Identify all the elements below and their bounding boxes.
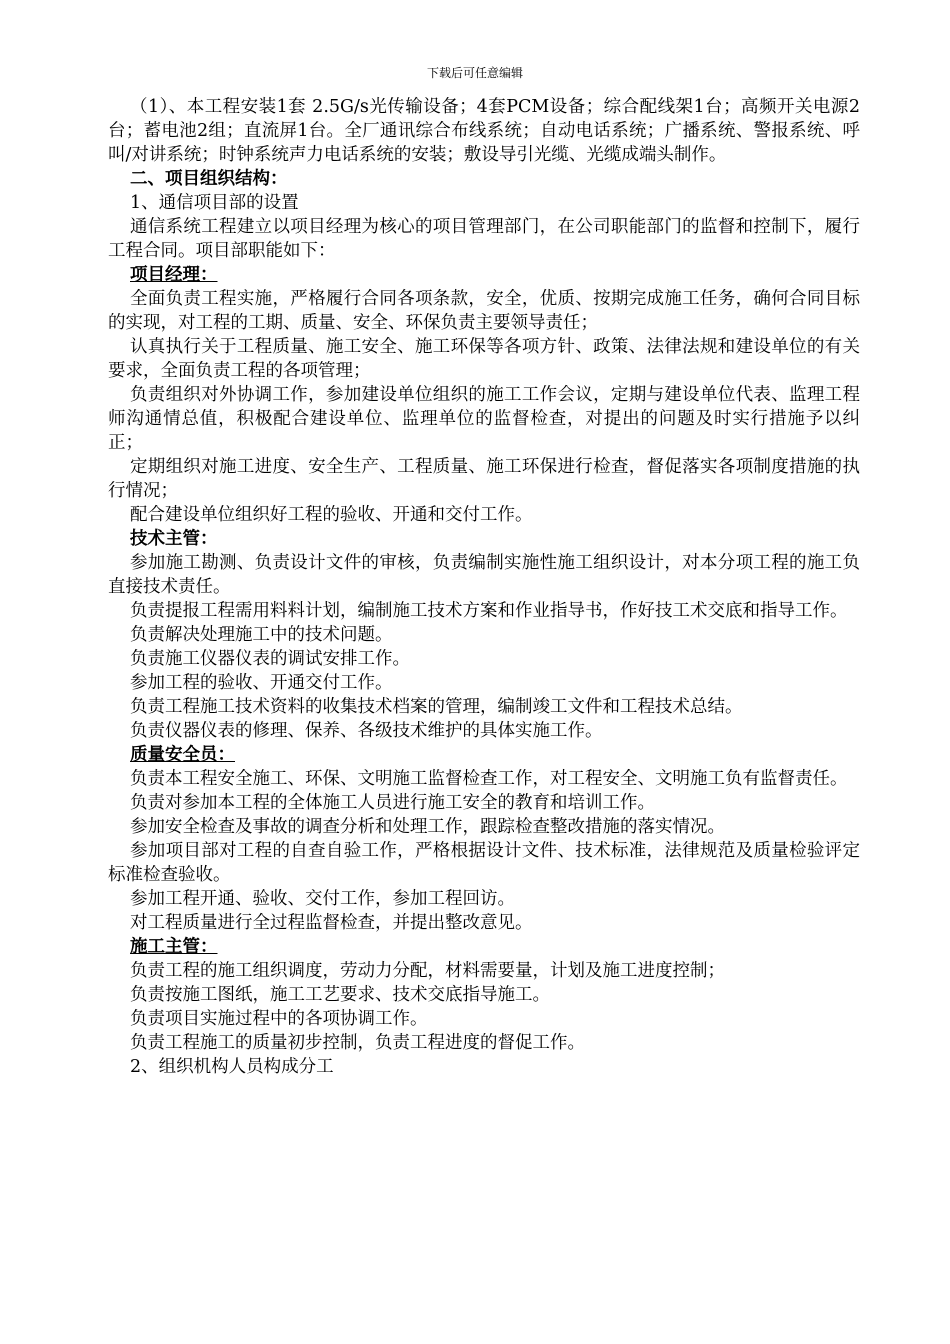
role-heading-technical-supervisor: 技术主管： xyxy=(130,529,218,549)
paragraph: 参加项目部对工程的自查自验工作，严格根据设计文件、技术标准，法律规范及质量检验评定标准检查验收。 xyxy=(108,841,860,885)
paragraph: 配合建设单位组织好工程的验收、开通和交付工作。 xyxy=(130,505,533,525)
paragraph: 负责工程施工技术资料的收集技术档案的管理，编制竣工文件和工程技术总结。 xyxy=(130,697,743,717)
page-header: 下载后可任意编辑 xyxy=(426,66,523,80)
paragraph: 参加施工勘测、负责设计文件的审核，负责编制实施性施工组织设计，对本分项工程的施工负直接技术责任。 xyxy=(108,553,860,597)
paragraph: 负责仪器仪表的修理、保养、各级技术维护的具体实施工作。 xyxy=(130,721,603,741)
paragraph: 参加安全检查及事故的调查分析和处理工作，跟踪检查整改措施的落实情况。 xyxy=(130,817,725,837)
paragraph: 负责按施工图纸，施工工艺要求、技术交底指导施工。 xyxy=(130,985,550,1005)
document-body xyxy=(108,95,860,1079)
paragraph: 参加工程开通、验收、交付工作，参加工程回访。 xyxy=(130,889,515,909)
paragraph: 负责组织对外协调工作，参加建设单位组织的施工工作会议，定期与建设单位代表、监理工程师沟通情总值，积极配合建设单位、监理单位的监督检查，对提出的问题及时实行措施予以纠正； xyxy=(108,385,860,453)
paragraph: 全面负责工程实施，严格履行合同各项条款，安全，优质、按期完成施工任务，确何合同目标的实现，对工程的工期、质量、安全、环保负责主要领导责任； xyxy=(108,289,860,333)
paragraph: 认真执行关于工程质量、施工安全、施工环保等各项方针、政策、法律法规和建设单位的有关要求，全面负责工程的各项管理； xyxy=(108,337,860,381)
role-heading-quality-safety: 质量安全员： xyxy=(130,745,235,765)
paragraph: 定期组织对施工进度、安全生产、工程质量、施工环保进行检查，督促落实各项制度措施的执行情况； xyxy=(108,457,860,501)
role-heading-construction-supervisor: 施工主管： xyxy=(130,937,218,957)
paragraph-project-scope: （1）、本工程安装1套 2.5G/s光传输设备；4套PCM设备；综合配线架1台；高频开关电源2台；蓄电池2组；直流屏1台。全厂通讯综合布线系统；自动电话系统；广播系统、警报系统、呼叫/对讲系统；时钟系统声力电话系统的安装；敷设导引光缆、光缆成端头制作。 xyxy=(108,97,860,165)
paragraph: 负责提报工程需用料料计划，编制施工技术方案和作业指导书，作好技工术交底和指导工作。 xyxy=(130,601,848,621)
paragraph: 负责解决处理施工中的技术问题。 xyxy=(130,625,393,645)
paragraph: 负责工程的施工组织调度，劳动力分配，材料需要量，计划及施工进度控制； xyxy=(130,961,725,981)
subsection-title: 2、组织机构人员构成分工 xyxy=(130,1057,334,1077)
paragraph: 通信系统工程建立以项目经理为核心的项目管理部门，在公司职能部门的监督和控制下，履行工程合同。项目部职能如下： xyxy=(108,217,860,261)
paragraph: 负责本工程安全施工、环保、文明施工监督检查工作，对工程安全、文明施工负有监督责任。 xyxy=(130,769,848,789)
paragraph: 负责施工仪器仪表的调试安排工作。 xyxy=(130,649,410,669)
paragraph: 负责工程施工的质量初步控制，负责工程进度的督促工作。 xyxy=(130,1033,585,1053)
paragraph: 负责项目实施过程中的各项协调工作。 xyxy=(130,1009,428,1029)
paragraph: 参加工程的验收、开通交付工作。 xyxy=(130,673,393,693)
subsection-title: 1、通信项目部的设置 xyxy=(130,193,299,213)
paragraph: 对工程质量进行全过程监督检查，并提出整改意见。 xyxy=(130,913,533,933)
section-heading-org-structure: 二、项目组织结构： xyxy=(130,169,288,189)
paragraph: 负责对参加本工程的全体施工人员进行施工安全的教育和培训工作。 xyxy=(130,793,655,813)
role-heading-project-manager: 项目经理： xyxy=(130,265,218,285)
